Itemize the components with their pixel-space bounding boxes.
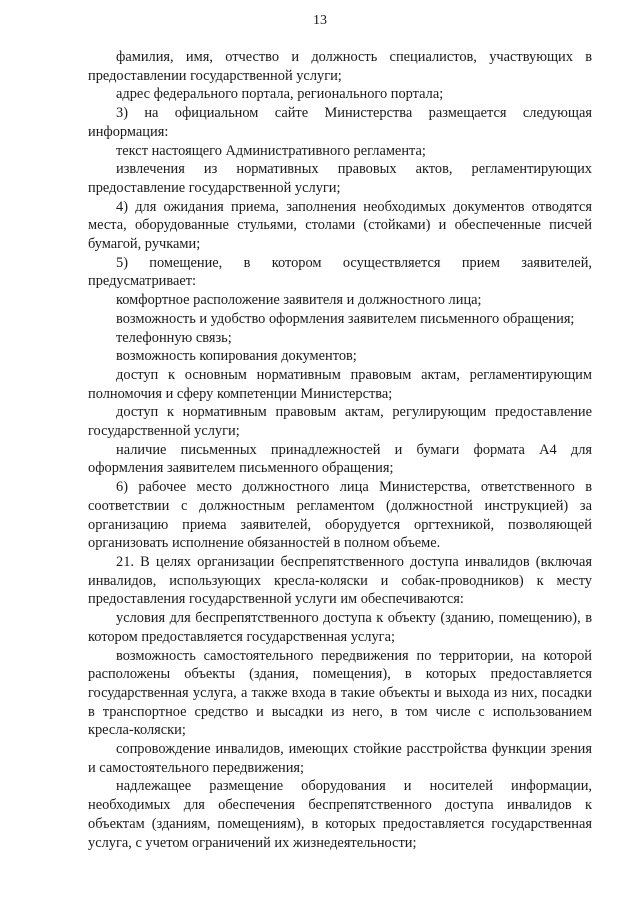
paragraph-regulation-text: текст настоящего Административного регламента; (116, 142, 426, 159)
paragraph-escort: сопровождение инвалидов, имеющих стойкие расстройства функции зрения и самостоятельного передвижения; (88, 741, 592, 776)
paragraph-contact-details: фамилия, имя, отчество и должность специалистов, участвующих в предоставлении государственной услуги; (88, 49, 592, 84)
paragraph-independent-movement: возможность самостоятельного передвижения по территории, на которой расположены объекты (здания, помещения), в которых предоставляется государственная услуга, а также входа в такие объекты и выхода из них, посадки в транспортное средство и высадки из него, в том числе с использованием кресла-коляски; (88, 647, 592, 739)
paragraph-stationery: наличие письменных принадлежностей и бумаги формата А4 для оформления заявителем письменного обращения; (88, 441, 592, 477)
paragraph-section-21: 21. В целях организации беспрепятственного доступа инвалидов (включая инвалидов, использующих кресла-коляски и собак-проводников) к месту предоставления государственной услуги им обеспечиваются: (88, 553, 592, 608)
paragraph-workplace: 6) рабочее место должностного лица Министерства, ответственного в соответствии с должностным регламентом (должностной инструкцией) за организацию приема заявителей, оборудуется оргтехникой, позволяющей организовать исполнение обязанностей в полном объеме. (88, 479, 592, 552)
paragraph-written-appeal: возможность и удобство оформления заявителем письменного обращения; (116, 310, 575, 327)
paragraph-portal-address: адрес федерального портала, регионального портала; (116, 86, 444, 103)
paragraph-ministry-website: 3) на официальном сайте Министерства размещается следующая информация: (88, 105, 592, 140)
paragraph-equipment-placement: надлежащее размещение оборудования и носителей информации, необходимых для обеспечения беспрепятственного доступа инвалидов к объектам (зданиям, помещениям), в которых предоставляется государственная услуга, с учетом ограничений их жизнедеятельности; (88, 778, 592, 851)
paragraph-reception-room: 5) помещение, в котором осуществляется прием заявителей, предусматривает: (88, 254, 592, 290)
paragraph-access-conditions: условия для беспрепятственного доступа к объекту (зданию, помещению), в котором предоставляется государственная услуга; (88, 610, 592, 645)
paragraph-main-legal-acts: доступ к основным нормативным правовым актам, регламентирующим полномочия и сферу компетенции Министерства; (88, 366, 592, 402)
paragraph-waiting-area: 4) для ожидания приема, заполнения необходимых документов отводятся места, оборудованные стульями, столами (стойками) и обеспеченные писчей бумагой, ручками; (88, 198, 592, 253)
page-number: 13 (313, 13, 327, 28)
paragraph-copying: возможность копирования документов; (116, 348, 357, 365)
paragraph-comfortable-layout: комфортное расположение заявителя и должностного лица; (116, 292, 482, 309)
document-body (88, 48, 592, 852)
paragraph-legal-acts-access: доступ к нормативным правовым актам, регулирующим предоставление государственной услуги; (88, 404, 592, 440)
paragraph-telephone: телефонную связь; (116, 329, 232, 346)
paragraph-legal-extracts: извлечения из нормативных правовых актов, регламентирующих предоставление государственной услуги; (88, 161, 592, 196)
